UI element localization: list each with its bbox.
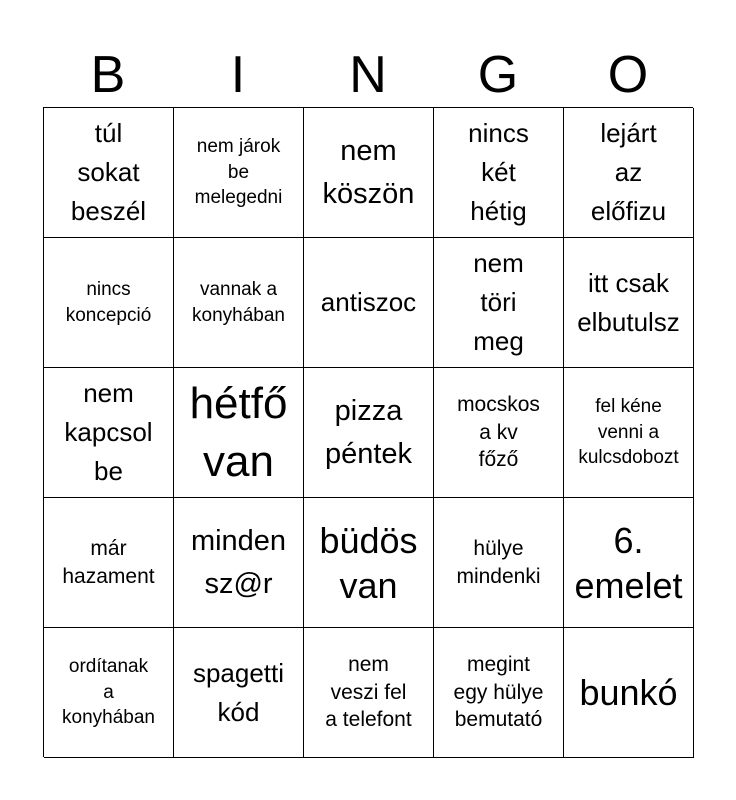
bingo-cell-text: túl sokat beszél	[70, 118, 147, 226]
bingo-cell[interactable]	[174, 108, 304, 238]
bingo-cell[interactable]	[174, 628, 304, 758]
bingo-cell[interactable]	[174, 238, 304, 368]
bingo-cell[interactable]	[44, 628, 174, 758]
bingo-cell[interactable]	[304, 498, 434, 628]
header-letter-b: B	[90, 46, 126, 104]
bingo-cell[interactable]	[434, 238, 564, 368]
bingo-cell-text: nem járok be melegedni	[194, 136, 283, 209]
bingo-cell-text: mocskos a kv főző	[457, 392, 540, 472]
bingo-cell[interactable]	[434, 368, 564, 498]
bingo-header	[43, 42, 693, 108]
bingo-cell-text: nem kapcsol be	[64, 378, 153, 486]
header-letter-i: I	[230, 46, 246, 104]
bingo-cell-text: vannak a konyhában	[192, 278, 285, 326]
bingo-cell[interactable]	[174, 498, 304, 628]
bingo-cell-text: spagetti kód	[192, 657, 285, 727]
bingo-cell[interactable]	[304, 368, 434, 498]
bingo-cell[interactable]	[304, 108, 434, 238]
bingo-cell-text: nem veszi fel a telefont	[325, 652, 412, 732]
bingo-cell[interactable]	[304, 628, 434, 758]
bingo-cell-text: hétfő van	[189, 379, 288, 486]
bingo-cell-text: büdös van	[319, 519, 418, 606]
bingo-cell[interactable]	[174, 368, 304, 498]
bingo-cell-text: nem köszön	[322, 135, 415, 210]
bingo-cell[interactable]	[44, 108, 174, 238]
header-letter-o: O	[607, 46, 649, 104]
bingo-cell[interactable]	[564, 108, 694, 238]
bingo-cell-text: minden sz@r	[190, 525, 287, 600]
header-letter-n: N	[349, 46, 387, 104]
bingo-cell-text: nincs két hétig	[468, 118, 529, 226]
bingo-cell[interactable]	[564, 628, 694, 758]
bingo-cell-text: ordítanak a konyhában	[62, 656, 155, 729]
header-letter-g: G	[477, 46, 519, 104]
bingo-cell-text: 6. emelet	[574, 519, 683, 606]
bingo-cell-text: nem töri meg	[473, 248, 524, 356]
bingo-cell-text: itt csak elbutulsz	[577, 267, 680, 337]
bingo-cell-text: pizza péntek	[324, 395, 413, 470]
bingo-cell-text: lejárt az előfizu	[590, 118, 667, 226]
bingo-cell[interactable]	[304, 238, 434, 368]
bingo-cell[interactable]	[434, 108, 564, 238]
bingo-cell-text: már hazament	[62, 536, 155, 588]
bingo-cell[interactable]	[44, 498, 174, 628]
bingo-cell-text: antiszoc	[320, 287, 417, 317]
bingo-cell[interactable]	[564, 498, 694, 628]
bingo-board	[43, 107, 693, 757]
bingo-cell[interactable]	[44, 238, 174, 368]
bingo-cell-text: hülye mindenki	[456, 536, 541, 588]
bingo-cell[interactable]	[44, 368, 174, 498]
bingo-cell[interactable]	[564, 368, 694, 498]
bingo-cell[interactable]	[434, 498, 564, 628]
bingo-cell[interactable]	[564, 238, 694, 368]
bingo-cell-text: fel kéne venni a kulcsdobozt	[578, 396, 679, 469]
bingo-cell-text: nincs koncepció	[65, 278, 152, 326]
bingo-cell-text: megint egy hülye bemutató	[453, 652, 544, 732]
bingo-cell[interactable]	[434, 628, 564, 758]
bingo-cell-text: bunkó	[579, 672, 678, 713]
